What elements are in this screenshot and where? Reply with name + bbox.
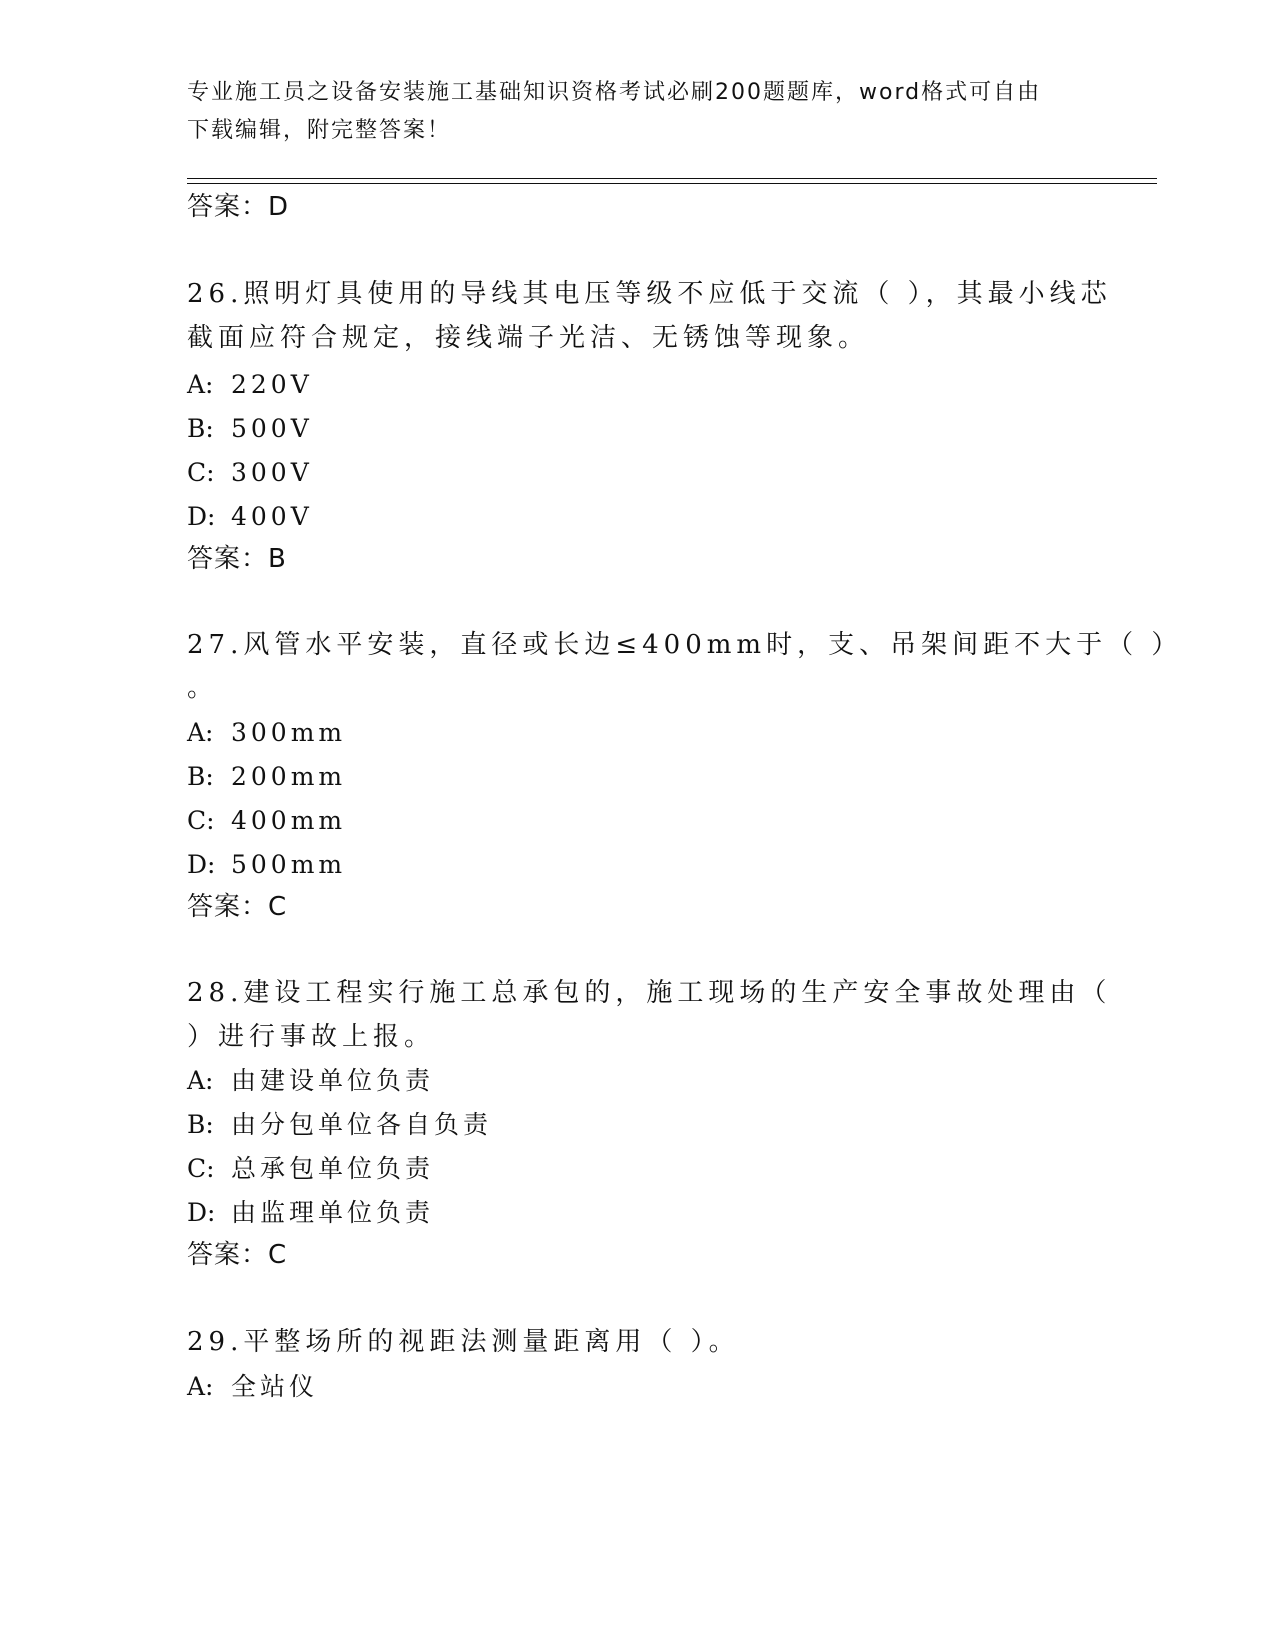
option-text: 400mm [231,806,347,835]
option-label: D: [187,850,216,879]
answer: 答案：C [187,892,288,922]
option-label: C: [187,806,215,835]
option-a [187,368,313,402]
question-text-line: 28.建设工程实行施工总承包的，施工现场的生产安全事故处理由（ [187,978,1112,1008]
option-a [187,716,346,750]
header-line-1: 专业施工员之设备安装施工基础知识资格考试必刷200题题库，word格式可自由 [187,80,1042,105]
option-text: 300V [231,458,313,487]
option-text: 由监理单位负责 [231,1198,435,1227]
previous-answer: 答案：D [187,192,290,222]
question-text-line: ）进行事故上报。 [187,1022,436,1052]
question-text-line: 截面应符合规定，接线端子光洁、无锈蚀等现象。 [187,323,870,353]
option-label: A: [187,1066,214,1095]
option-text: 300mm [231,718,347,747]
question-text-line: 29.平整场所的视距法测量距离用（ ）。 [187,1327,740,1357]
question-text-line: 。 [187,673,219,703]
option-label: B: [187,762,214,791]
option-label: C: [187,1154,215,1183]
option-text: 500V [231,414,313,443]
option-text: 由建设单位负责 [231,1066,435,1095]
option-text: 200mm [231,762,347,791]
question-text-line: 27.风管水平安装，直径或长边≤400mm时，支、吊架间距不大于（ ） [187,630,1183,660]
option-d [187,500,313,534]
option-text: 全站仪 [231,1372,319,1401]
option-c [187,804,346,838]
answer: 答案：B [187,544,287,574]
answer: 答案：C [187,1240,288,1270]
option-a [187,1370,318,1404]
header-rule-bottom [187,183,1157,184]
option-label: A: [187,718,214,747]
option-c [187,456,313,490]
option-label: A: [187,1372,214,1401]
option-text: 由分包单位各自负责 [231,1110,493,1139]
option-label: D: [187,502,216,531]
option-d [187,1196,434,1230]
question-text-line: 26.照明灯具使用的导线其电压等级不应低于交流（ ），其最小线芯 [187,279,1112,309]
option-text: 220V [231,370,313,399]
option-label: A: [187,370,214,399]
option-b [187,412,313,446]
document-header [187,74,1087,150]
option-text: 400V [231,502,313,531]
option-b [187,760,346,794]
header-line-2: 下载编辑，附完整答案！ [187,118,452,143]
header-rule-top [187,178,1157,179]
option-label: B: [187,1110,214,1139]
option-text: 500mm [231,850,347,879]
option-b [187,1108,492,1142]
option-a [187,1064,434,1098]
option-text: 总承包单位负责 [231,1154,435,1183]
option-label: B: [187,414,214,443]
option-label: D: [187,1198,216,1227]
option-c [187,1152,434,1186]
option-d [187,848,346,882]
option-label: C: [187,458,215,487]
